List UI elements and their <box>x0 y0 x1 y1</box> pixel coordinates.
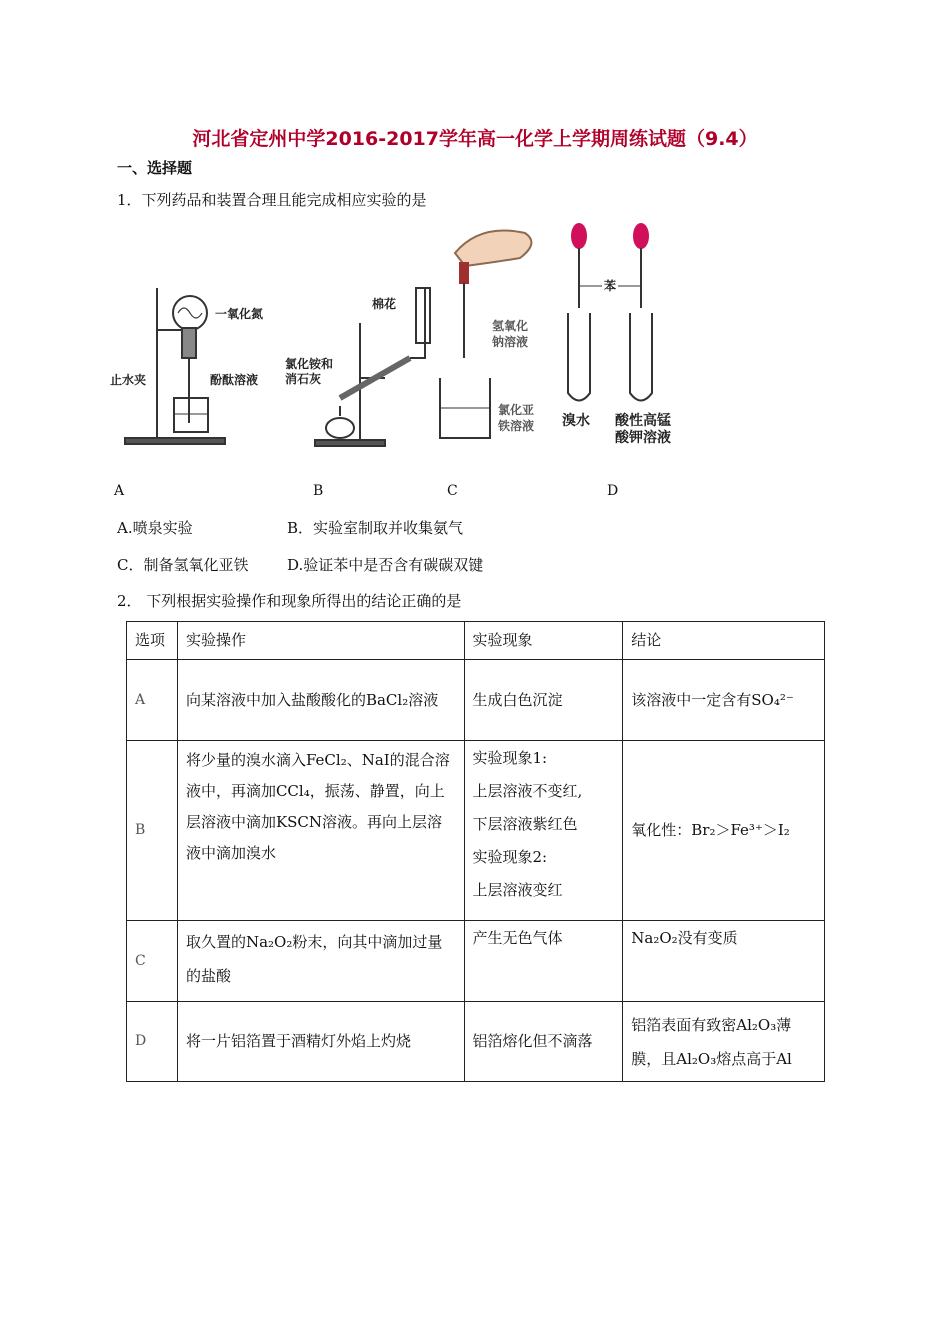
table-row <box>127 741 825 921</box>
header-option: 选项 <box>127 622 178 660</box>
option-b: B．实验室制取并收集氨气 <box>287 519 464 537</box>
question-2-stem: 2． 下列根据实验操作和现象所得出的结论正确的是 <box>117 592 462 610</box>
table-header-row <box>127 622 825 660</box>
phenomenon-line: 上层溶液变红 <box>472 881 563 899</box>
figure-label-b: B <box>313 483 324 499</box>
row-conclusion: 铝箔表面有致密Al₂O₃薄膜，且Al₂O₃熔点高于Al <box>623 1002 825 1082</box>
answer-table <box>126 621 825 1082</box>
row-option: D <box>127 1002 178 1082</box>
header-phenomenon: 实验现象 <box>464 622 623 660</box>
table-row <box>127 921 825 1002</box>
label-d-kmno4-2: 酸钾溶液 <box>615 430 671 446</box>
row-phenomenon: 产生无色气体 <box>464 921 623 1002</box>
section-heading: 一、选择题 <box>117 159 193 177</box>
label-c-naoh-2: 钠溶液 <box>492 335 529 349</box>
row-conclusion: 氧化性：Br₂＞Fe³⁺＞I₂ <box>623 741 825 921</box>
table-row <box>127 1002 825 1082</box>
apparatus-d <box>568 224 652 401</box>
figure-label-a: A <box>114 483 125 499</box>
row-operation: 将少量的溴水滴入FeCl₂、NaI的混合溶液中，再滴加CCl₄，振荡、静置，向上层溶液中滴加KSCN溶液。再向上层溶液中滴加溴水 <box>177 741 464 921</box>
row-phenomenon <box>464 741 623 921</box>
label-a-gas: 一氧化氮 <box>215 307 264 321</box>
label-a-solution: 酚酞溶液 <box>210 373 259 387</box>
row-operation: 将一片铝箔置于酒精灯外焰上灼烧 <box>177 1002 464 1082</box>
label-d-benzene: 苯 <box>604 279 617 293</box>
page-title: 河北省定州中学2016-2017学年高一化学上学期周练试题（9.4） <box>192 128 758 150</box>
option-c: C．制备氢氧化亚铁 <box>117 556 249 574</box>
row-phenomenon: 铝箔熔化但不滴落 <box>464 1002 623 1082</box>
row-conclusion: 该溶液中一定含有SO₄²⁻ <box>623 660 825 741</box>
row-operation: 向某溶液中加入盐酸酸化的BaCl₂溶液 <box>177 660 464 741</box>
header-operation: 实验操作 <box>177 622 464 660</box>
row-phenomenon: 生成白色沉淀 <box>464 660 623 741</box>
label-a-clamp: 止水夹 <box>110 373 147 387</box>
label-c-fecl-1: 氯化亚 <box>498 403 535 417</box>
apparatus-a <box>125 288 225 444</box>
phenomenon-line: 下层溶液紫红色 <box>472 815 578 833</box>
row-operation: 取久置的Na₂O₂粉末，向其中滴加过量的盐酸 <box>177 921 464 1002</box>
apparatus-figure <box>110 218 710 458</box>
question-1-stem: 1．下列药品和装置合理且能完成相应实验的是 <box>117 191 427 209</box>
label-c-naoh-1: 氢氧化 <box>492 319 529 333</box>
label-b-reagent-2: 消石灰 <box>285 372 322 386</box>
phenomenon-line: 上层溶液不变红, <box>472 782 583 800</box>
option-a: A.喷泉实验 <box>117 519 193 537</box>
phenomenon-line: 实验现象1: <box>472 749 548 767</box>
header-conclusion: 结论 <box>623 622 825 660</box>
figure-label-d: D <box>607 483 619 499</box>
label-b-reagent-1: 氯化铵和 <box>285 357 334 371</box>
label-c-fecl-2: 铁溶液 <box>498 419 535 433</box>
figure-label-c: C <box>447 483 458 499</box>
label-d-kmno4-1: 酸性高锰 <box>615 413 671 429</box>
option-d: D.验证苯中是否含有碳碳双键 <box>287 556 484 574</box>
table-row <box>127 660 825 741</box>
row-option: A <box>127 660 178 741</box>
label-b-cotton: 棉花 <box>372 297 397 311</box>
phenomenon-line: 实验现象2: <box>472 848 548 866</box>
label-d-bromine-water: 溴水 <box>562 413 590 429</box>
row-conclusion: Na₂O₂没有变质 <box>623 921 825 1002</box>
row-option: B <box>127 741 178 921</box>
row-option: C <box>127 921 178 1002</box>
